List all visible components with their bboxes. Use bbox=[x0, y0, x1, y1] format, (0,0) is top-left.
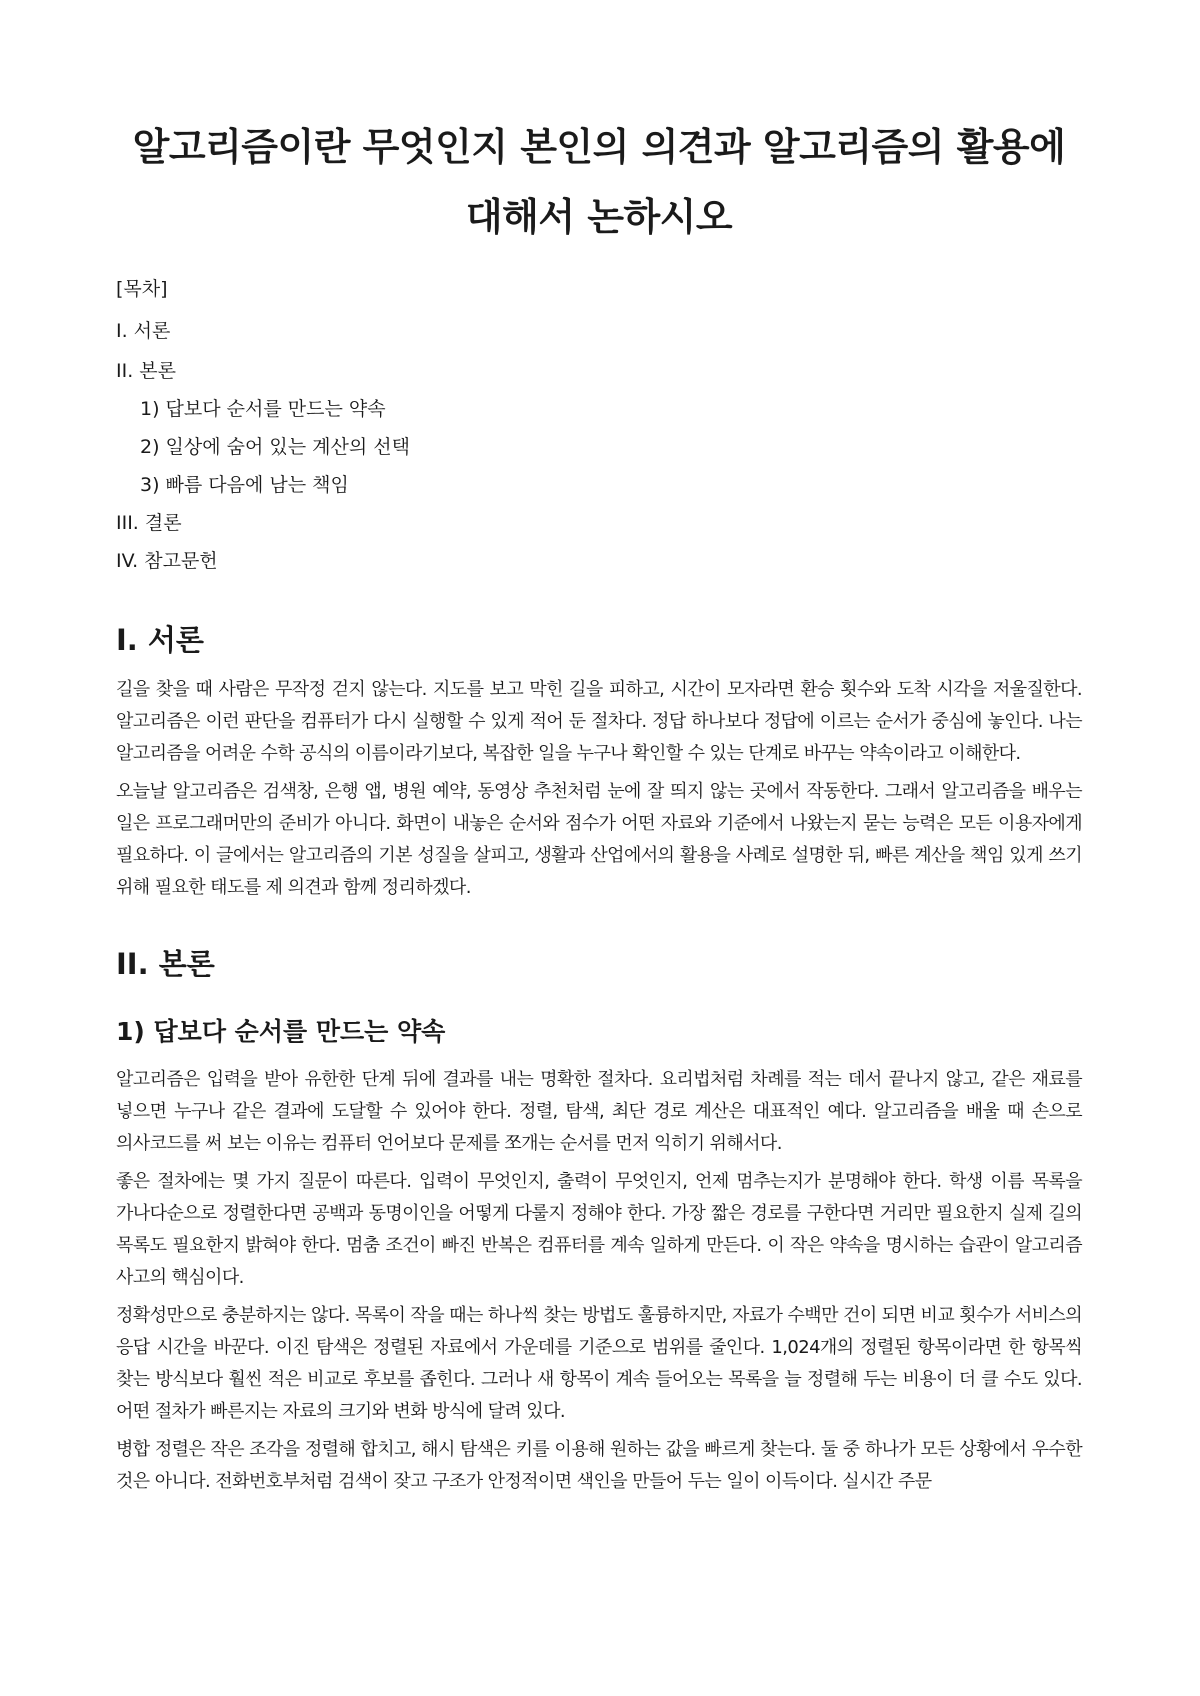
toc-item-body-1: 1) 답보다 순서를 만드는 약속 bbox=[140, 398, 386, 420]
paragraph: 길을 찾을 때 사람은 무작정 걷지 않는다. 지도를 보고 막힌 길을 피하고, 시간이 모자라면 환승 횟수와 도착 시각을 저울질한다. 알고리즘은 이런 판단을 컴퓨터가 다시 실행할 수 있게 적어 둔 절차다. 정답 하나보다 정답에 이르는 순서가 중심에 놓인다. 나는 알고리즘을 어려운 수학 공식의 이름이라기보다, 복잡한 일을 누구나 확인할 수 있는 단계로 바꾸는 약속이라고 이해한다. bbox=[116, 679, 1082, 764]
table-of-contents bbox=[116, 268, 1082, 580]
section-body bbox=[116, 944, 1082, 1498]
paragraph: 정확성만으로 충분하지는 않다. 목록이 작을 때는 하나씩 찾는 방법도 훌륭하지만, 자료가 수백만 건이 되면 비교 횟수가 서비스의 응답 시간을 바꾼다. 이진 탐색은 정렬된 자료에서 가운데를 기준으로 범위를 줄인다. 1,024개의 정렬된 항목이라면 한 항목씩 찾는 방식보다 훨씬 적은 비교로 후보를 좁힌다. 그러나 새 항목이 계속 들어오는 목록을 늘 정렬해 두는 비용이 더 클 수도 있다. 어떤 절차가 빠른지는 자료의 크기와 변화 방식에 달려 있다. bbox=[116, 1305, 1082, 1422]
paragraph: 좋은 절차에는 몇 가지 질문이 따른다. 입력이 무엇인지, 출력이 무엇인지, 언제 멈추는지가 분명해야 한다. 학생 이름 목록을 가나다순으로 정렬한다면 공백과 동명이인을 어떻게 다룰지 정해야 한다. 가장 짧은 경로를 구한다면 거리만 필요한지 실제 길의 목록도 필요한지 밝혀야 한다. 멈춤 조건이 빠진 반복은 컴퓨터를 계속 일하게 만든다. 이 작은 약속을 명시하는 습관이 알고리즘 사고의 핵심이다. bbox=[116, 1171, 1082, 1288]
toc-item-body-2: 2) 일상에 숨어 있는 계산의 선택 bbox=[140, 436, 410, 458]
toc-item-intro: I. 서론 bbox=[116, 320, 171, 342]
document-title: 알고리즘이란 무엇인지 본인의 의견과 알고리즘의 활용에 대해서 논하시오 bbox=[132, 125, 1066, 239]
toc-heading: [목차] bbox=[116, 278, 168, 300]
section-heading-intro: I. 서론 bbox=[116, 623, 204, 657]
section-heading-body: II. 본론 bbox=[116, 947, 215, 981]
paragraph: 병합 정렬은 작은 조각을 정렬해 합치고, 해시 탐색은 키를 이용해 원하는 값을 빠르게 찾는다. 둘 중 하나가 모든 상황에서 우수한 것은 아니다. 전화번호부처럼 검색이 잦고 구조가 안정적이면 색인을 만들어 두는 일이 이득이다. 실시간 주문 bbox=[116, 1439, 1082, 1492]
toc-item-references: IV. 참고문헌 bbox=[116, 550, 218, 572]
paragraph: 알고리즘은 입력을 받아 유한한 단계 뒤에 결과를 내는 명확한 절차다. 요리법처럼 차례를 적는 데서 끝나지 않고, 같은 재료를 넣으면 누구나 같은 결과에 도달할 수 있어야 한다. 정렬, 탐색, 최단 경로 계산은 대표적인 예다. 알고리즘을 배울 때 손으로 의사코드를 써 보는 이유는 컴퓨터 언어보다 문제를 쪼개는 순서를 먼저 익히기 위해서다. bbox=[116, 1069, 1082, 1154]
toc-item-conclusion: III. 결론 bbox=[116, 512, 182, 534]
section-intro bbox=[116, 620, 1082, 904]
toc-item-body: II. 본론 bbox=[116, 360, 176, 382]
toc-item-body-3: 3) 빠름 다음에 남는 책임 bbox=[140, 474, 349, 496]
paragraph: 오늘날 알고리즘은 검색창, 은행 앱, 병원 예약, 동영상 추천처럼 눈에 잘 띄지 않는 곳에서 작동한다. 그래서 알고리즘을 배우는 일은 프로그래머만의 준비가 아니다. 화면이 내놓은 순서와 점수가 어떤 자료와 기준에서 나왔는지 묻는 능력은 모든 이용자에게 필요하다. 이 글에서는 알고리즘의 기본 성질을 살피고, 생활과 산업에서의 활용을 사례로 설명한 뒤, 빠른 계산을 책임 있게 쓰기 위해 필요한 태도를 제 의견과 함께 정리하겠다. bbox=[116, 781, 1082, 898]
subsection-heading-1: 1) 답보다 순서를 만드는 약속 bbox=[116, 1017, 446, 1046]
